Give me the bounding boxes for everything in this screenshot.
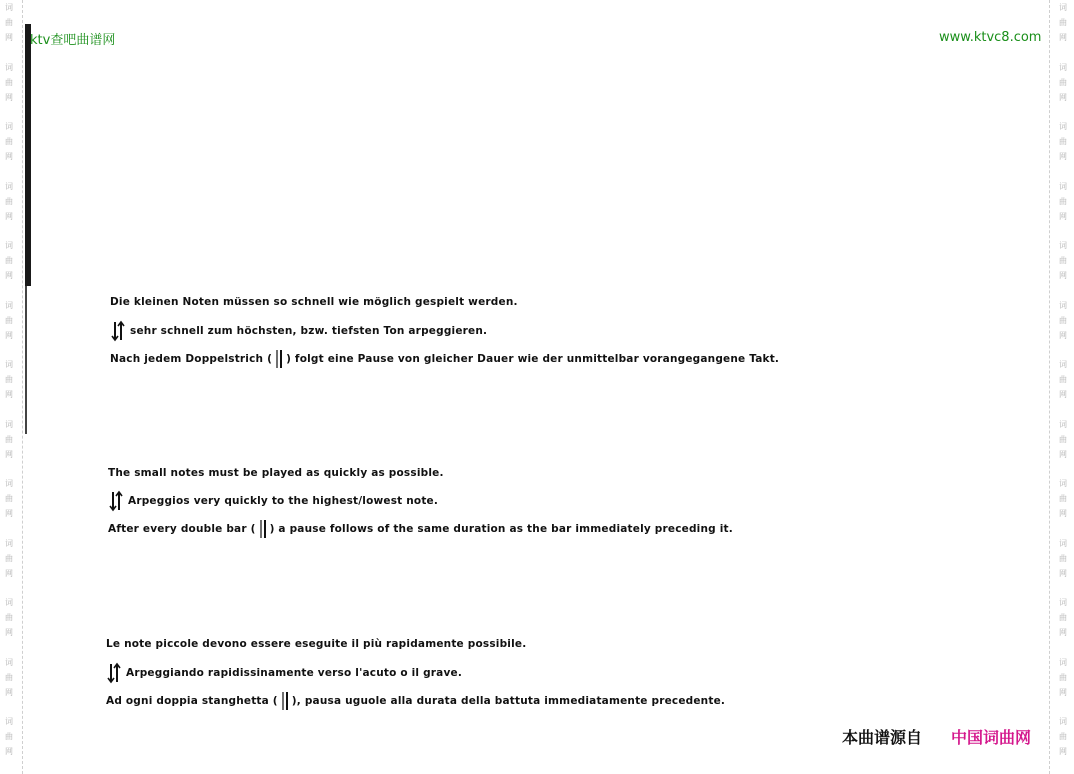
- watermark-char: 网: [1059, 271, 1067, 281]
- watermark-char: 曲: [1059, 613, 1067, 623]
- watermark-char: 网: [1059, 628, 1067, 638]
- watermark-char: 曲: [1059, 672, 1067, 682]
- watermark-char: 曲: [5, 137, 13, 147]
- arpeggio-arrows-icon: [106, 662, 122, 684]
- watermark-group: [1059, 536, 1067, 596]
- watermark-char: 词: [5, 241, 13, 251]
- watermark-char: 网: [5, 628, 13, 638]
- english-line-1: [108, 467, 444, 479]
- watermark-char: 词: [1059, 598, 1067, 608]
- watermark-char: 曲: [5, 315, 13, 325]
- watermark-char: 网: [5, 152, 13, 162]
- watermark-char: 词: [5, 360, 13, 370]
- watermark-group: [5, 476, 13, 536]
- watermark-group: [5, 119, 13, 179]
- watermark-char: 网: [5, 687, 13, 697]
- watermark-char: 曲: [1059, 196, 1067, 206]
- double-bar-icon: [274, 350, 284, 368]
- watermark-group: [5, 655, 13, 715]
- arpeggio-arrows-icon: [110, 320, 126, 342]
- watermark-char: 曲: [5, 375, 13, 385]
- watermark-char: 网: [1059, 509, 1067, 519]
- double-bar-icon: [280, 692, 290, 710]
- watermark-char: 曲: [5, 196, 13, 206]
- watermark-group: [1059, 0, 1067, 60]
- watermark-group: [5, 357, 13, 417]
- watermark-char: 网: [1059, 449, 1067, 459]
- watermark-char: 词: [5, 717, 13, 727]
- watermark-char: 网: [5, 330, 13, 340]
- watermark-char: 网: [1059, 33, 1067, 42]
- watermark-char: 曲: [1059, 494, 1067, 504]
- watermark-char: 曲: [5, 672, 13, 682]
- watermark-group: [1059, 417, 1067, 477]
- german-line-1: [110, 296, 518, 308]
- watermark-group: [1059, 714, 1067, 774]
- watermark-char: 网: [5, 211, 13, 221]
- watermark-char: 词: [5, 181, 13, 191]
- german-line-3: [110, 350, 779, 368]
- watermark-char: 词: [1059, 122, 1067, 132]
- watermark-char: 词: [5, 300, 13, 310]
- italian-line-1: [106, 638, 526, 650]
- watermark-char: 网: [5, 449, 13, 459]
- watermark-char: 词: [1059, 62, 1067, 72]
- italian-text-1: Le note piccole devono essere eseguite il più rapidamente possibile.: [106, 638, 527, 650]
- scan-edge-bar: [25, 24, 31, 286]
- italian-line-3: [106, 692, 725, 710]
- watermark-char: 曲: [5, 256, 13, 266]
- left-dashed-margin: [22, 0, 23, 774]
- watermark-group: [5, 417, 13, 477]
- watermark-group: [1059, 595, 1067, 655]
- site-logo-text[interactable]: ktv查吧曲谱网: [30, 33, 116, 48]
- watermark-char: 曲: [5, 732, 13, 742]
- watermark-group: [5, 714, 13, 774]
- watermark-group: [5, 298, 13, 358]
- watermark-char: 曲: [5, 77, 13, 87]
- watermark-char: 曲: [5, 553, 13, 563]
- german-text-3a: Nach jedem Doppelstrich (: [110, 353, 273, 365]
- watermark-char: 网: [5, 33, 13, 42]
- watermark-char: 词: [1059, 3, 1067, 12]
- watermark-char: 网: [1059, 390, 1067, 400]
- source-site-link[interactable]: 中国词曲网: [951, 728, 1032, 747]
- watermark-char: 曲: [1059, 256, 1067, 266]
- english-line-3: [108, 520, 733, 538]
- watermark-group: [5, 536, 13, 596]
- german-text-2: sehr schnell zum höchsten, bzw. tiefsten Ton arpeggieren.: [130, 325, 488, 337]
- watermark-char: 词: [1059, 181, 1067, 191]
- watermark-char: 曲: [1059, 553, 1067, 563]
- english-text-2: Arpeggios very quickly to the highest/lowest note.: [128, 495, 439, 507]
- watermark-char: 曲: [1059, 732, 1067, 742]
- watermark-char: 词: [1059, 479, 1067, 489]
- english-text-3a: After every double bar (: [108, 523, 256, 535]
- english-text-1: The small notes must be played as quickly as possible.: [108, 467, 444, 479]
- watermark-group: [1059, 357, 1067, 417]
- watermark-char: 曲: [1059, 434, 1067, 444]
- watermark-group: [1059, 179, 1067, 239]
- watermark-char: 曲: [5, 18, 13, 27]
- watermark-group: [5, 179, 13, 239]
- watermark-group: [1059, 655, 1067, 715]
- arpeggio-arrows-icon: [108, 490, 124, 512]
- watermark-group: [1059, 60, 1067, 120]
- watermark-group: [1059, 476, 1067, 536]
- right-watermark-strip: [1056, 0, 1070, 774]
- watermark-char: 词: [5, 3, 13, 12]
- watermark-char: 曲: [1059, 315, 1067, 325]
- german-line-2: [110, 320, 487, 342]
- watermark-group: [1059, 119, 1067, 179]
- watermark-char: 词: [1059, 300, 1067, 310]
- watermark-char: 网: [1059, 747, 1067, 757]
- watermark-char: 词: [1059, 241, 1067, 251]
- watermark-char: 网: [5, 568, 13, 578]
- scan-edge-line: [25, 286, 27, 434]
- watermark-group: [5, 238, 13, 298]
- watermark-char: 曲: [5, 494, 13, 504]
- watermark-char: 词: [1059, 657, 1067, 667]
- watermark-char: 网: [1059, 152, 1067, 162]
- english-text-3b: ) a pause follows of the same duration as the bar immediately preceding it.: [269, 523, 733, 535]
- watermark-char: 曲: [5, 613, 13, 623]
- watermark-char: 词: [5, 538, 13, 548]
- watermark-char: 词: [1059, 538, 1067, 548]
- german-text-1: Die kleinen Noten müssen so schnell wie möglich gespielt werden.: [110, 296, 518, 308]
- watermark-char: 词: [1059, 360, 1067, 370]
- watermark-group: [1059, 238, 1067, 298]
- watermark-char: 词: [5, 598, 13, 608]
- english-line-2: [108, 490, 438, 512]
- double-bar-icon: [258, 520, 268, 538]
- watermark-char: 词: [5, 122, 13, 132]
- watermark-char: 曲: [5, 434, 13, 444]
- watermark-char: 曲: [1059, 18, 1067, 27]
- watermark-group: [5, 60, 13, 120]
- watermark-group: [1059, 298, 1067, 358]
- italian-line-2: [106, 662, 462, 684]
- watermark-group: [5, 0, 13, 60]
- watermark-char: 网: [1059, 568, 1067, 578]
- left-watermark-strip: [2, 0, 16, 774]
- watermark-char: 网: [5, 509, 13, 519]
- watermark-group: [5, 595, 13, 655]
- watermark-char: 网: [5, 390, 13, 400]
- right-dashed-margin: [1049, 0, 1050, 774]
- watermark-char: 词: [1059, 419, 1067, 429]
- watermark-char: 曲: [1059, 375, 1067, 385]
- watermark-char: 词: [5, 62, 13, 72]
- italian-text-2: Arpeggiando rapidissinamente verso l'acuto o il grave.: [126, 667, 463, 679]
- watermark-char: 网: [1059, 687, 1067, 697]
- italian-text-3a: Ad ogni doppia stanghetta (: [106, 695, 278, 707]
- watermark-char: 网: [5, 271, 13, 281]
- watermark-char: 网: [1059, 330, 1067, 340]
- site-url[interactable]: www.ktvc8.com: [939, 30, 1042, 45]
- watermark-char: 网: [5, 92, 13, 102]
- watermark-char: 网: [1059, 92, 1067, 102]
- watermark-char: 网: [1059, 211, 1067, 221]
- watermark-char: 词: [5, 657, 13, 667]
- source-label: 本曲谱源自: [842, 728, 923, 747]
- german-text-3b: ) folgt eine Pause von gleicher Dauer wie der unmittelbar vorangegangene Takt.: [286, 353, 780, 365]
- watermark-char: 词: [1059, 717, 1067, 727]
- watermark-char: 曲: [1059, 137, 1067, 147]
- italian-text-3b: ), pausa uguole alla durata della battuta immediatamente precedente.: [291, 695, 726, 707]
- watermark-char: 词: [5, 479, 13, 489]
- watermark-char: 网: [5, 747, 13, 757]
- watermark-char: 词: [5, 419, 13, 429]
- watermark-char: 曲: [1059, 77, 1067, 87]
